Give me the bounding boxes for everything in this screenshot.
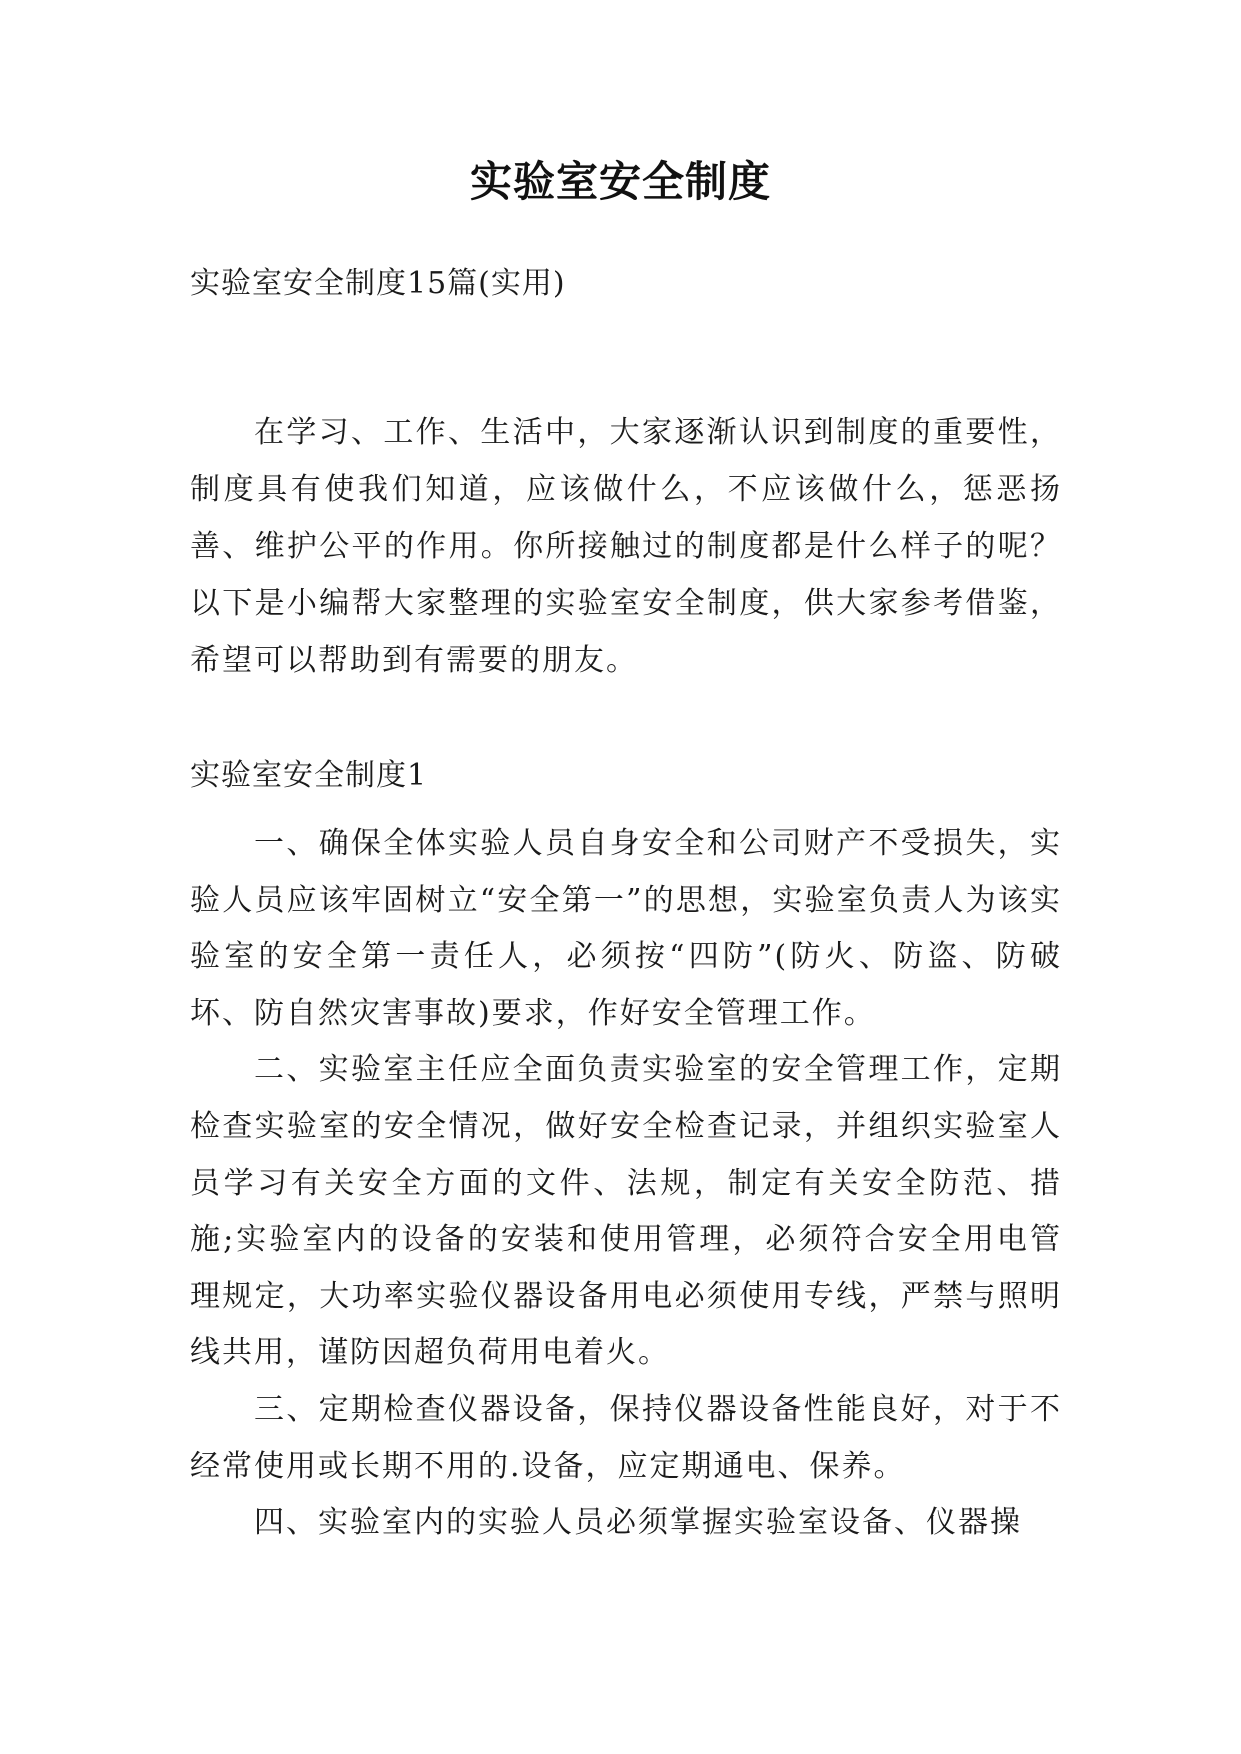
body-paragraph-3: 三、定期检查仪器设备，保持仪器设备性能良好，对于不经常使用或长期不用的.设备，应定期通电、保养。 [190, 1391, 1062, 1484]
section-body [190, 816, 1062, 1552]
section-heading: 实验室安全制度1 [190, 758, 428, 793]
body-paragraph-4: 四、实验室内的实验人员必须掌握实验室设备、仪器操 [254, 1505, 1022, 1541]
document-subtitle: 实验室安全制度15篇(实用) [190, 266, 566, 301]
body-paragraph-1: 一、确保全体实验人员自身安全和公司财产不受损失，实验人员应该牢固树立“安全第一”的思想，实验室负责人为该实验室的安全第一责任人，必须按“四防”(防火、防盗、防破坏、防自然灾害事故)要求，作好安全管理工作。 [190, 826, 1062, 1031]
intro-paragraph: 在学习、工作、生活中，大家逐渐认识到制度的重要性，制度具有使我们知道，应该做什么，不应该做什么，惩恶扬善、维护公平的作用。你所接触过的制度都是什么样子的呢？以下是小编帮大家整理的实验室安全制度，供大家参考借鉴，希望可以帮助到有需要的朋友。 [190, 415, 1062, 678]
document-title: 实验室安全制度 [469, 157, 771, 206]
body-paragraph-2: 二、实验室主任应全面负责实验室的安全管理工作，定期检查实验室的安全情况，做好安全检查记录，并组织实验室人员学习有关安全方面的文件、法规，制定有关安全防范、措施;实验室内的设备的安装和使用管理，必须符合安全用电管理规定，大功率实验仪器设备用电必须使用专线，严禁与照明线共用，谨防因超负荷用电着火。 [190, 1052, 1062, 1371]
